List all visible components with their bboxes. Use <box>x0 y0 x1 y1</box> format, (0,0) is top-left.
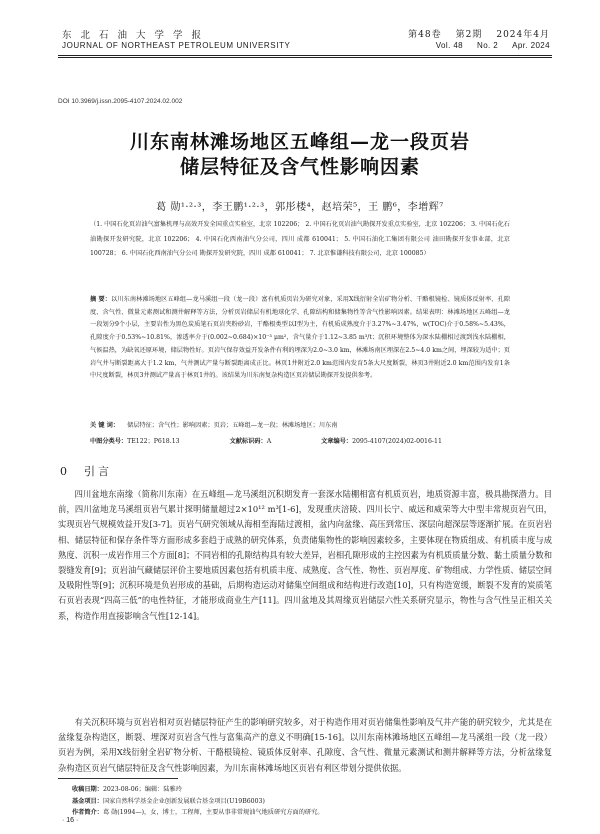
date-en: Apr. 2024 <box>512 41 550 50</box>
author-list: 葛 勋¹·²·³，李王鹏¹·²·³，郭彤楼⁴，赵培荣⁵，王 鹏⁶，李增辉⁷ <box>156 202 444 213</box>
footnote-funding: 基金项目：国家自然科学基金企业创新发展联合基金项目(U19B6003) <box>72 797 265 805</box>
footnote-author-bio: 作者简介：葛 勋(1994—)，女，博士，工程师，主要从事非常规油气地质研究方面的研究。 <box>72 809 324 816</box>
issue-info-en <box>422 41 550 50</box>
abstract <box>90 294 510 383</box>
header-rule-top <box>58 55 552 56</box>
abstract-text: 以川东南林滩场地区五峰组—龙马溪组一段（龙一段）富有机质页岩为研究对象，采用X线衍射全岩矿物分析、干酪根镜检、镜质体反射率、孔隙度、含气性、微量元素测试和测井解释等方法，分析页岩储层有机地球化学、孔隙结构和储集物性等含气性影响因素。结果表明：林滩场地区五峰组—龙一段划分9个小层，主要岩性为黑色炭质笔石页岩夹粉砂岩，干酪根类型以Ⅰ型为主，有机质成熟度介于3.27%~3.47%，w(TOC)介于0.58%~5.43%，孔隙度介于0.53%~10.81%，渗透率介于(0.002~0.684)×10⁻³ μm²，含气量介于1.12~3.85 m³/t；沉积环境整体为深水陆棚相过渡到浅水陆棚相，气候温热，为缺氧还原环境，储层物性好。页岩气保存效益开发条件有利的埋深为2.0~3.0 km，林滩场南区埋深在2.5~4.0 km之间，埋深较为适中；页岩气井与断裂距离大于1.2 km，气井测试产量与断裂距离成正比。林页1井附近2.0 km范围内发育5条大尺度断裂，林页3井附近2.0 km范围内发育1条中尺度断裂，林页3井测试产量高于林页1井的。该结果为川东南复杂构造区页岩储层勘探开发提供参考。 <box>90 296 511 380</box>
issue-info-cn <box>394 27 550 40</box>
footnotes <box>72 784 532 819</box>
body-paragraph: 四川盆地东南缘（简称川东南）在五峰组—龙马溪组沉积期发育一套深水陆棚相富有机质页岩，地质资源丰富，极具勘探潜力。目前，四川盆地龙马溪组页岩气累计探明储量超过2×10¹² m³[1-6]，发现重庆涪陵、四川长宁、威远和威荣等大中型丰常规页岩气田，实现页岩气规模效益开发[3-7]。页岩气研究领域从海相至海陆过渡相，盆内向盆缘、高压到常压、深层向超深层等逐渐扩展。在页岩岩相、储层特征和保存条件等方面形成多套趋于成熟的研究体系，负责储集物性的影响因素较多，主要体现在物质组成、有机质丰度与成熟度、沉积一成岩作用三个方面[8]；不同岩相的孔隙结构具有较大差异，岩相孔隙形成的主控因素为有机质质量分数、黏土质量分数和裂缝发育[9]；页岩油气藏储层评价主要地质因素包括有机质丰度、成熟度、含气性、物性、页岩厚度、矿物组成、力学性质、储层空间及吸附性等[9]；沉积环境是负岩形成的基础，后期构造运动对储集空间组成和结构进行改造[10]，只有构造宽缓，断裂不发育的炭质笔石页岩表现“四高三低”的电性特征，才能形成商业生产[11]。四川盆地及其周缘页岩储层六性关系研究显示，物性与含气性呈正相关关系，构造作用直接影响含气性[12-14]。 <box>58 489 552 621</box>
date-cn: 2024年4月 <box>496 30 550 40</box>
issue-en: No. 2 <box>477 41 499 50</box>
article-number: 文章编号：2095-4107(2024)02-0016-11 <box>321 438 442 445</box>
affiliations: （1. 中国石化页岩油气富集机理与高效开发全国重点实验室，北京 102206； 2. 中国石化页岩油气勘探开发重点实验室，北京 102206； 3. 中国石化石油勘探开发研究院，北京 102206； 4. 中国石化西南油气分公司，四川 成都 610041； 5. 中国石油化工集团有限公司 油田勘探开发事业部，北京 100728； 6. 中国石化西南油气分公司 勘探开发研究院，四川 成都 610041； 7. 北京惟谦科技有限公司，北京 100085） <box>90 221 510 257</box>
paper-title-line1: 川东南林滩场地区五峰组—龙一段页岩 <box>129 131 470 153</box>
footnote-rule <box>58 778 178 779</box>
body-paragraph: 有关沉积环境与页岩岩相对页岩储层特征产生的影响研究较多，对于构造作用对页岩储集性影响及气井产能的研究较少，尤其是在盆缘复杂构造区，断裂、埋深对页岩含气性与富集高产的意义不明确[15-16]。以川东南林滩场地区五峰组—龙马溪组一段（龙一段）页岩为例，采用X线衍射全岩矿物分析、干酪根镜检、镜质体反射率、孔隙度、含气性、微量元素测试和测井解释等方法，分析盆缘复杂构造区页岩气储层特征及含气性影响因素，为川东南林滩场地区页岩有利区带划分提供依据。 <box>58 717 552 773</box>
paper-title-line2: 储层特征及含气性影响因素 <box>179 156 420 178</box>
journal-name-en: JOURNAL OF NORTHEAST PETROLEUM UNIVERSITY <box>62 41 291 50</box>
footnote-received: 收稿日期：2023-08-06；编辑：陆雅玲 <box>72 786 182 793</box>
section-title: 引言 <box>84 465 112 478</box>
clc-number: 中图分类号：TE122；P618.13 <box>90 438 180 445</box>
volume-en: Vol. 48 <box>435 41 464 50</box>
page-number: · 16 · <box>62 817 79 824</box>
doi: DOI 10.3969/j.issn.2095-4107.2024.02.002 <box>58 98 183 105</box>
header-rule-bottom <box>58 57 552 58</box>
issue-cn: 第2期 <box>455 30 483 40</box>
keywords-text: 储层特征；含气性；影响因素；页岩；五峰组—龙一段；林滩场地区；川东南 <box>127 422 338 429</box>
journal-name-cn: 东北石油大学学报 <box>62 30 211 41</box>
volume-cn: 第48卷 <box>408 30 442 40</box>
classification-line <box>90 436 510 445</box>
keywords <box>90 420 510 429</box>
section-number: 0 <box>60 465 70 478</box>
document-code: 文献标识码：A <box>229 438 272 445</box>
section-heading-introduction <box>60 463 112 479</box>
keywords-label: 关 键 词： <box>90 422 120 429</box>
abstract-label: 摘 要： <box>90 296 112 303</box>
